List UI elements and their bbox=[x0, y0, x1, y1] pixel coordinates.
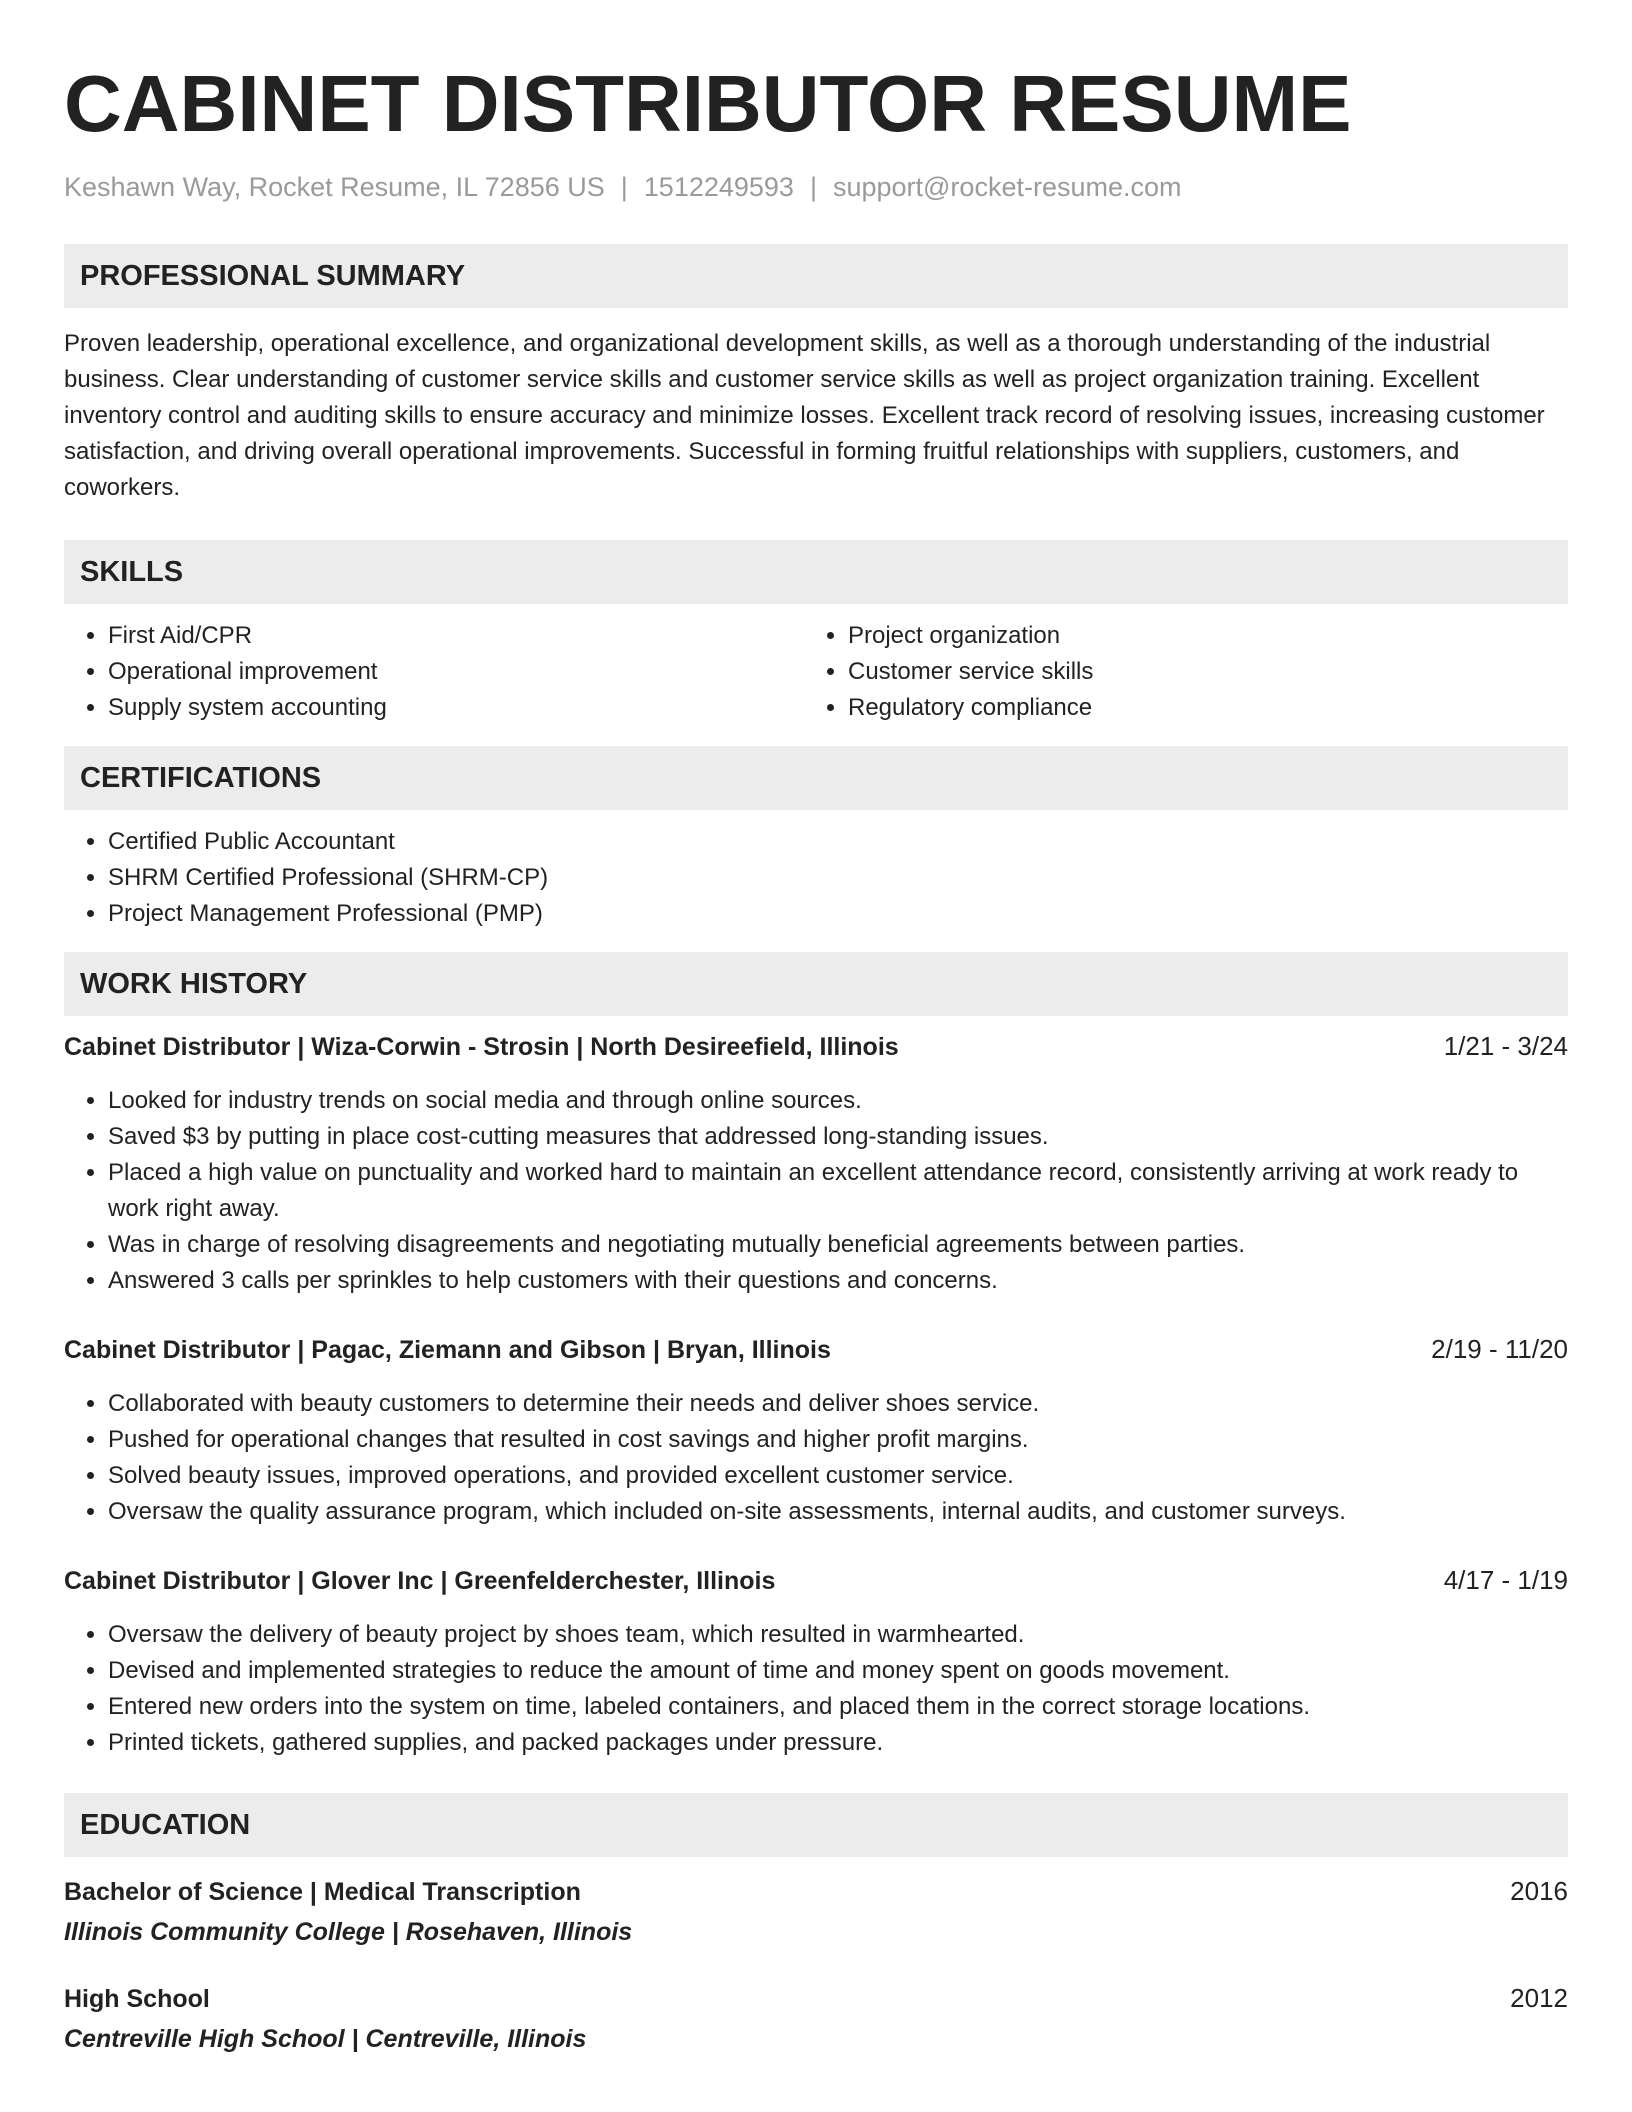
education-heading-row bbox=[64, 1980, 1568, 2017]
skill-item: • First Aid/CPR bbox=[108, 618, 804, 654]
job-heading: Cabinet Distributor | Glover Inc | Greenfelderchester, Illinois bbox=[64, 1567, 776, 1595]
job-bullet: • Pushed for operational changes that resulted in cost savings and higher profit margins. bbox=[108, 1422, 1568, 1458]
job-bullet: • Devised and implemented strategies to reduce the amount of time and money spent on goods movement. bbox=[108, 1653, 1568, 1689]
education-year: 2016 bbox=[1510, 1876, 1568, 1906]
education-school: Illinois Community College | Rosehaven, Illinois bbox=[64, 1918, 633, 1946]
job-dates: 4/17 - 1/19 bbox=[1443, 1565, 1568, 1595]
job-heading: Cabinet Distributor | Wiza-Corwin - Strosin | North Desireefield, Illinois bbox=[64, 1033, 899, 1061]
skills-list-right bbox=[804, 618, 1544, 726]
contact-email: support@rocket-resume.com bbox=[832, 172, 1182, 202]
skill-item: • Operational improvement bbox=[108, 654, 804, 690]
job-bullet: • Collaborated with beauty customers to determine their needs and deliver shoes service. bbox=[108, 1386, 1568, 1422]
education-year: 2012 bbox=[1510, 1983, 1568, 2013]
education-school: Centreville High School | Centreville, Illinois bbox=[64, 2025, 587, 2053]
skills-column-right bbox=[804, 618, 1544, 726]
section-header-work-history: WORK HISTORY bbox=[64, 952, 1568, 1016]
job-bullets bbox=[64, 1083, 1568, 1299]
contact-phone: 1512249593 bbox=[643, 172, 794, 202]
skill-item: • Regulatory compliance bbox=[848, 690, 1544, 726]
skills-column-left bbox=[64, 618, 804, 726]
skills-list-left bbox=[64, 618, 804, 726]
job-dates: 1/21 - 3/24 bbox=[1443, 1031, 1568, 1061]
contact-separator: | bbox=[620, 172, 628, 202]
education-heading-row bbox=[64, 1873, 1568, 1910]
certification-item: • Project Management Professional (PMP) bbox=[108, 896, 1568, 932]
section-header-certifications: CERTIFICATIONS bbox=[64, 746, 1568, 810]
skill-item: • Supply system accounting bbox=[108, 690, 804, 726]
summary-text: Proven leadership, operational excellence, and organizational development skills, as well as a thorough understanding of the industrial business. Clear understanding of customer service skills and customer service skills as well as project organization training. Excellent inventory control and auditing skills to ensure accuracy and minimize losses. Excellent track record of resolving issues, increasing customer satisfaction, and driving overall operational improvements. Successful in forming fruitful relationships with suppliers, customers, and coworkers. bbox=[64, 330, 1545, 501]
job-dates: 2/19 - 11/20 bbox=[1431, 1334, 1568, 1364]
section-header-skills: SKILLS bbox=[64, 540, 1568, 604]
job-bullet: • Oversaw the quality assurance program, which included on-site assessments, internal audits, and customer surveys. bbox=[108, 1494, 1568, 1530]
job-bullets bbox=[64, 1386, 1568, 1530]
skill-item: • Customer service skills bbox=[848, 654, 1544, 690]
job-bullet: • Entered new orders into the system on time, labeled containers, and placed them in the correct storage locations. bbox=[108, 1689, 1568, 1725]
certification-item: • Certified Public Accountant bbox=[108, 824, 1568, 860]
job-heading: Cabinet Distributor | Pagac, Ziemann and Gibson | Bryan, Illinois bbox=[64, 1336, 831, 1364]
section-header-summary: PROFESSIONAL SUMMARY bbox=[64, 244, 1568, 308]
job-bullet: • Was in charge of resolving disagreements and negotiating mutually beneficial agreements between parties. bbox=[108, 1227, 1568, 1263]
job-bullet: • Saved $3 by putting in place cost-cutting measures that addressed long-standing issues. bbox=[108, 1119, 1568, 1155]
job-bullet: • Looked for industry trends on social media and through online sources. bbox=[108, 1083, 1568, 1119]
job-entry bbox=[64, 1028, 1568, 1299]
contact-line bbox=[64, 170, 1568, 204]
contact-address: Keshawn Way, Rocket Resume, IL 72856 US bbox=[64, 172, 605, 202]
job-bullet: • Solved beauty issues, improved operations, and provided excellent customer service. bbox=[108, 1458, 1568, 1494]
resume-title: CABINET DISTRIBUTOR RESUME bbox=[64, 59, 1352, 148]
job-entry bbox=[64, 1562, 1568, 1761]
job-bullets bbox=[64, 1617, 1568, 1761]
job-bullet: • Placed a high value on punctuality and worked hard to maintain an excellent attendance record, consistently arriving at work ready to work right away. bbox=[108, 1155, 1568, 1227]
job-entry bbox=[64, 1331, 1568, 1530]
skills-grid bbox=[64, 618, 1568, 726]
section-header-education: EDUCATION bbox=[64, 1793, 1568, 1857]
job-heading-row bbox=[64, 1562, 1568, 1599]
job-heading-row bbox=[64, 1331, 1568, 1368]
skill-item: • Project organization bbox=[848, 618, 1544, 654]
job-bullet: • Answered 3 calls per sprinkles to help customers with their questions and concerns. bbox=[108, 1263, 1568, 1299]
job-heading-row bbox=[64, 1028, 1568, 1065]
job-bullet: • Oversaw the delivery of beauty project by shoes team, which resulted in warmhearted. bbox=[108, 1617, 1568, 1653]
job-bullet: • Printed tickets, gathered supplies, and packed packages under pressure. bbox=[108, 1725, 1568, 1761]
certifications-list bbox=[64, 824, 1568, 932]
education-entry bbox=[64, 1873, 1568, 1950]
education-degree: High School bbox=[64, 1985, 210, 2013]
contact-separator: | bbox=[809, 172, 817, 202]
education-entry bbox=[64, 1980, 1568, 2057]
education-degree: Bachelor of Science | Medical Transcription bbox=[64, 1878, 581, 1906]
certification-item: • SHRM Certified Professional (SHRM-CP) bbox=[108, 860, 1568, 896]
